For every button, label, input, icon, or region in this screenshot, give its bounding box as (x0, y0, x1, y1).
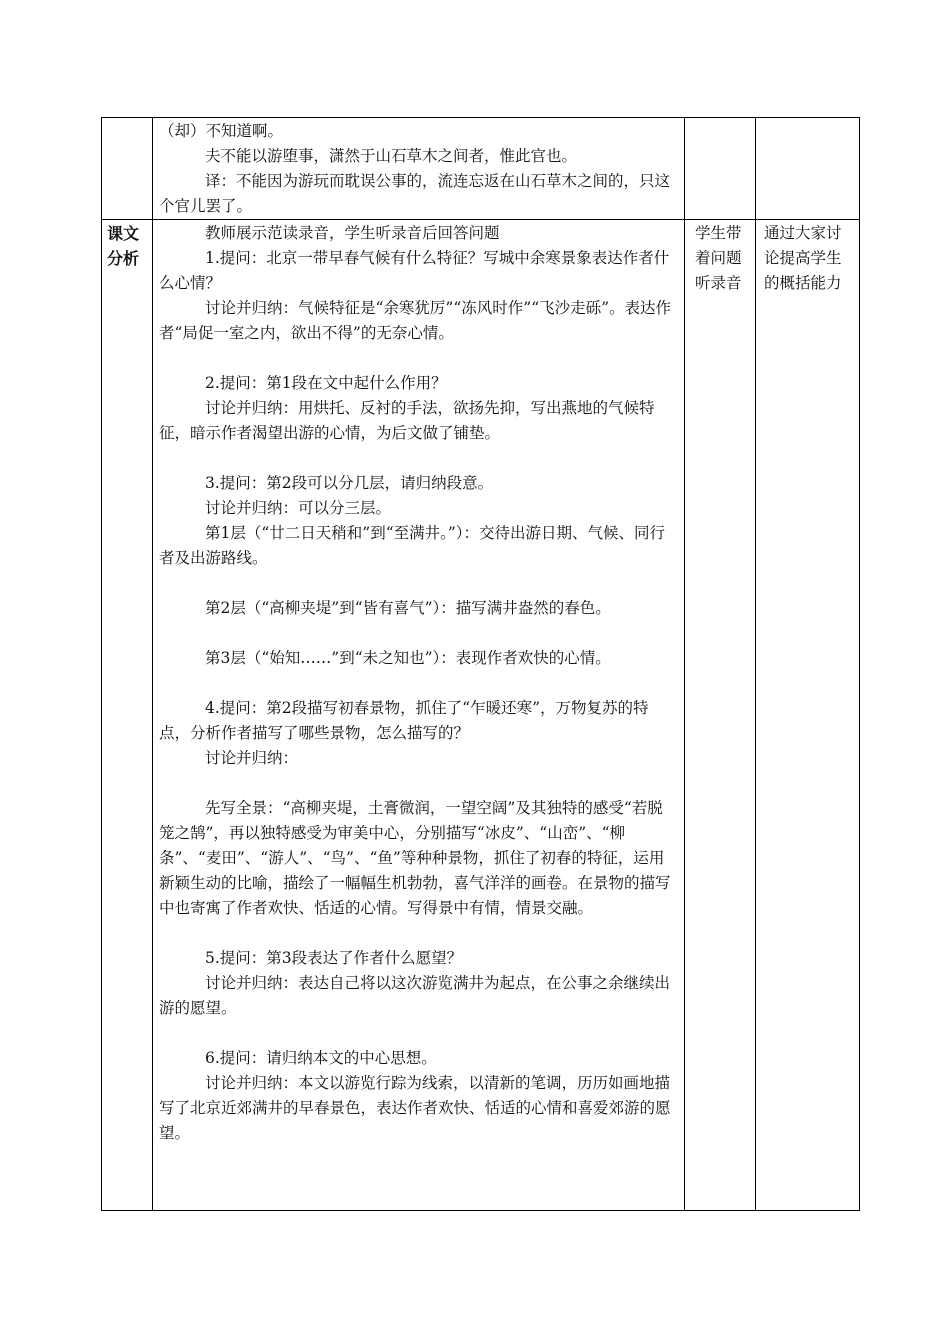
blank-line (153, 571, 684, 596)
paragraph: 夫不能以游堕事，潇然于山石草木之间者，惟此官也。 (205, 147, 578, 165)
paragraph: 1.提问：北京一带早春气候有什么特征？写城中余寒景象表达作者什么心情？ (159, 249, 670, 292)
blank-line (153, 1021, 684, 1046)
paragraph: 先写全景：“高柳夹堤，土膏微润，一望空阔”及其独特的感受“若脱笼之鹄”，再以独特感受为审美中心，分别描写“冰皮”、“山峦”、“柳条”、“麦田”、“游人”、“鸟”、“鱼”等种种景物，抓住了初春的特征，运用新颖生动的比喻，描绘了一幅幅生机勃勃，喜气洋洋的画卷。在景物的描写中也寄寓了作者欢快、恬适的心情。写得景中有情，情景交融。 (159, 799, 671, 917)
paragraph: 教师展示范读录音，学生听录音后回答问题 (205, 224, 500, 242)
paragraph: 讨论并归纳：可以分三层。 (205, 499, 392, 517)
blank-line (153, 771, 684, 796)
paragraph: 译：不能因为游玩而耽误公事的，流连忘返在山石草木之间的，只这个官儿罢了。 (159, 172, 671, 215)
table-row (102, 118, 860, 220)
paragraph: 第1层（“廿二日天稍和”到“至满井。”）：交待出游日期、气候、同行者及出游路线。 (159, 524, 666, 567)
content-cell (153, 220, 685, 1211)
teaching-purpose: 通过大家讨论提高学生的概括能力 (764, 224, 842, 292)
purpose-cell (756, 118, 860, 220)
section-label: 课文分析 (107, 224, 140, 268)
paragraph: 2.提问：第1段在文中起什么作用？ (205, 374, 447, 392)
student-activity: 学生带着问题听录音 (695, 224, 742, 292)
student-cell (685, 118, 756, 220)
content-cell (153, 118, 685, 220)
blank-line (153, 671, 684, 696)
table-row (102, 220, 860, 1211)
blank-line (153, 446, 684, 471)
paragraph: 5.提问：第3段表达了作者什么愿望？ (205, 949, 463, 967)
paragraph: 6.提问：请归纳本文的中心思想。 (205, 1049, 437, 1067)
purpose-cell (756, 220, 860, 1211)
blank-line (153, 346, 684, 371)
label-cell (102, 220, 153, 1211)
blank-line (153, 621, 684, 646)
label-cell (102, 118, 153, 220)
paragraph: 讨论并归纳：气候特征是“余寒犹厉”“冻风时作”“飞沙走砾”。表达作者“局促一室之内，欲出不得”的无奈心情。 (159, 299, 672, 342)
lesson-table (101, 117, 860, 1211)
paragraph: （却）不知道啊。 (159, 122, 284, 140)
paragraph: 讨论并归纳：用烘托、反衬的手法，欲扬先抑，写出燕地的气候特征，暗示作者渴望出游的心情，为后文做了铺垫。 (159, 399, 655, 442)
paragraph: 讨论并归纳：本文以游览行踪为线索，以清新的笔调，历历如画地描写了北京近郊满井的早春景色，表达作者欢快、恬适的心情和喜爱郊游的愿望。 (159, 1074, 671, 1142)
paragraph: 第3层（“始知……”到“未之知也”）：表现作者欢快的心情。 (205, 649, 611, 667)
paragraph: 讨论并归纳： (205, 749, 299, 767)
paragraph: 讨论并归纳：表达自己将以这次游览满井为起点，在公事之余继续出游的愿望。 (159, 974, 671, 1017)
student-cell (685, 220, 756, 1211)
paragraph: 第2层（“高柳夹堤”到“皆有喜气”）：描写满井盎然的春色。 (205, 599, 611, 617)
paragraph: 4.提问：第2段描写初春景物，抓住了“乍暖还寒”，万物复苏的特点，分析作者描写了哪些景物，怎么描写的？ (159, 699, 649, 742)
paragraph: 3.提问：第2段可以分几层，请归纳段意。 (205, 474, 494, 492)
blank-line (153, 921, 684, 946)
